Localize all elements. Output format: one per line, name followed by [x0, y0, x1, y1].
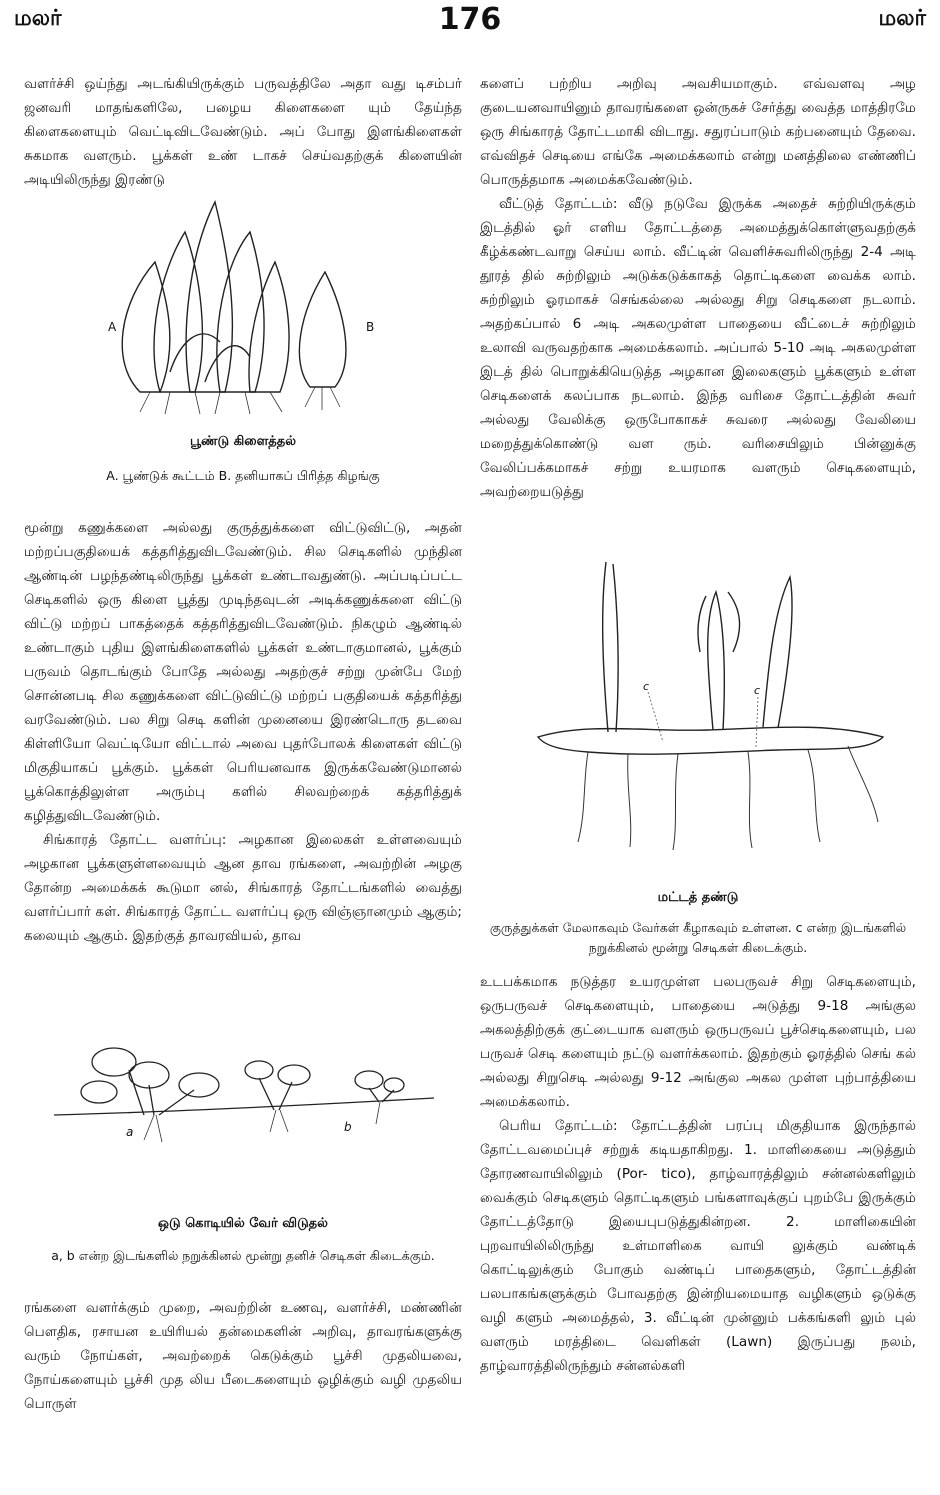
figure-caption-title: மட்டத் தண்டு [657, 890, 739, 905]
figure-caption-subtitle: A. பூண்டுக் கூட்டம் B. தனியாகப் பிரித்த கிழங்கு [106, 468, 380, 483]
paragraph: களைப் பற்றிய அறிவு அவசியமாகும். எவ்வளவு அழ குடையனவாயினும் தாவரங்களை ஒன்ருகச் சேர்த்து வைத்த மாத்திரமே ஒரு சிங்காரத் தோட்டமாகி விடாது. சதுரப்பாடும் கற்பனையும் தேவை. எவ்விதச் செடியை எங்கே அமைக்கலாம் என்று மனத்திலை எண்ணிப் பொருத்தமாக அமைக்கவேண்டும். [480, 76, 916, 188]
figure-label-b: B [366, 320, 375, 334]
figure-label-a: a [126, 1125, 134, 1139]
right-column-top [480, 72, 916, 504]
figure-caption-subtitle: a, b என்ற இடங்களில் நறுக்கினல் மூன்று தனிச் செடிகள் கிடைக்கும். [51, 1248, 435, 1263]
running-header-right: மலர் [878, 6, 926, 31]
runner-plant-figure [44, 1040, 444, 1150]
paragraph: சிங்காரத் தோட்ட வளர்ப்பு: அழகான இலைகள் உள்ளவையும் அழகான பூக்களுள்ளவையும் ஆன தாவ ரங்களை, அவற்றின் அழகு தோன்ற அமைக்கக் கூடுமா னல், சிங்காரத் தோட்டங்களில் வைத்து வளர்ப்பார் கள். சிங்காரத் தோட்ட வளர்ப்பு ஒரு விஞ்ஞானமும் ஆகும்; கலையும் ஆகும். இதற்குத் தாவரவியல், தாவ [24, 832, 462, 944]
paragraph: பெரிய தோட்டம்: தோட்டத்தின் பரப்பு மிகுதியாக இருந்தால் தோட்டவமைப்புச் சற்றுக் கடியதாகிறது. 1. மாளிகையை அடுத்தும் தோரணவாயிலிலும் (Por- tico), தாழ்வாரத்திலும் சன்னல்களிலும் வைக்கும் செடிகளும் தொட்டிகளும் பங்களாவுக்குப் புறம்பே இருக்கும் தோட்டத்தோடு இயைபுபடுத்துகின்றன. 2. மாளிகையின் புறவாயிலிலிருந்து உள்மாளிகை வாயி லுக்கும் வண்டிக் கொட்டிலுக்கும் போகும் வண்டிப் பாதைகளும், தோட்டத்தின் பலபாகங்களுக்கும் போவதற்கு இன்றியமையாத வழிகளும் ஒடுக்கு வழி களும் அமைத்தல், 3. வீட்டின் முன்னும் பக்கங்களி லும் புல் வளரும் மரத்திடை வெளிகள் (Lawn) இருப்பது நலம், தாழ்வாரத்திலிருந்தும் சன்னல்களி [480, 1118, 916, 1374]
figure-caption-title: பூண்டு கிளைத்தல் [189, 434, 297, 449]
paragraph: ரங்களை வளர்க்கும் முறை, அவற்றின் உணவு, வளர்ச்சி, மண்ணின் பௌதிக, ரசாயன உயிரியல் தன்மைகளின் அறிவு, தாவரங்களுக்கு வரும் நோய்கள், அவற்றைக் கெடுக்கும் பூச்சி முதலியவை, நோய்களையும் பூச்சி முத லிய பீடைகளையும் ஒழிக்கும் வழி முதலிய பொருள் [24, 1300, 462, 1412]
paragraph: மூன்று கணுக்களை அல்லது குருத்துக்களை விட்டுவிட்டு, அதன் மற்றப்பகுதியைக் கத்தரித்துவிடவேண்டும். சில செடிகளில் முந்தின ஆண்டின் பழந்தண்டிலிருந்து பூக்கள் உண்டாவதுண்டு. அப்படிப்பட்ட செடிகளில் ஒரு கிளை பூத்து முடிந்தவுடன் அடிக்கணுக்களை விட்டு விட்டு மற்றப் பாகத்தைக் கத்தரித்துவிடவேண்டும். நிகழும் ஆண்டில் உண்டாகும் புதிய இளங்கிளைகளில் பூக்கள் உண்டாகுமானல், பூக்கும் பருவம் தொடங்கும் போதே அல்லது அதற்குச் சற்று முன்பே மேற் சொன்னபடி சில கணுக்களை விட்டுவிட்டு மற்றப் பகுதியைக் கத்தரித்து வரவேண்டும். பல சிறு செடி களின் முனையை இரண்டொரு தடவை கிள்ளியோ வெட்டியோ விட்டால் அவை புதர்போலக் கிளைகள் விட்டு மிகுதியாகப் பூக்கும். பூக்கள் பெரியனவாக இருக்கவேண்டுமானல் பூக்கொத்திலுள்ள அரும்பு களில் சிலவற்றைக் கத்தரித்துக் கழித்துவிடவேண்டும். [24, 520, 462, 824]
rhizome-illustration [528, 552, 898, 857]
paragraph: வீட்டுத் தோட்டம்: வீடு நடுவே இருக்க அதைச் சுற்றியிருக்கும் இடத்தில் ஓர் எளிய தோட்டத்தை அமைத்துக்கொள்ளுவதற்குக் கீழ்க்கண்டவாறு செய்ய லாம். வீட்டின் வெளிச்சுவரிலிருந்து 2-4 அடி தூரத் தில் சுற்றிலும் அடுக்கடுக்காகத் தொட்டிகளை வைக்க லாம். சுற்றிலும் ஓரமாகச் செங்கல்லை அல்லது சிறு செடிகளை நடலாம். அதற்கப்பால் 6 அடி அகலமுள்ள பாதையை வீட்டைச் சுற்றிலும் உலாவி வருவதற்காக அமைக்கலாம். அப்பால் 5-10 அடி அகலமுள்ள இடத் தில் பொறுக்கியெடுத்த அழகான இலைகளும் பூக்களும் உள்ள செடிகளைக் கலப்பாக நடலாம். இந்த வரிசை தோட்டத்தின் சுவர் அல்லது வேலிக்கு ஒருபோகாகச் சுவரை அல்லது வேலியை மறைத்துக்கொண்டு வள ரும். வரிசையிலும் பின்னுக்கு வேலிப்பக்கமாகச் சற்று உயரமாக வளரும் செடிகளையும், அவற்றையடுத்து [480, 196, 916, 500]
figure-caption-title: ஒடு கொடியில் வேர் விடுதல் [158, 1216, 328, 1231]
left-column-middle [24, 516, 462, 948]
rhizome-figure [528, 552, 898, 857]
left-column-bottom [24, 1296, 462, 1416]
figure-label-b: b [344, 1120, 352, 1134]
figure-label-c: c [643, 680, 650, 693]
figure-caption-subtitle: குருத்துக்கள் மேலாகவும் வேர்கள் கீழாகவும் உள்ளன. c என்ற இடங்களில் நறுக்கினல் மூன்று செடிகள் கிடைக்கும். [489, 920, 907, 955]
figure-label-c: c [754, 684, 761, 697]
running-header-left: மலர் [14, 6, 62, 31]
left-column-top [24, 72, 462, 192]
right-column-bottom [480, 970, 916, 1378]
figure-label-a: A [108, 320, 117, 334]
bulb-cluster-illustration [100, 192, 400, 417]
runner-plant-illustration [44, 1040, 444, 1150]
paragraph: உடபக்கமாக நடுத்தர உயரமுள்ள பலபருவச் சிறு செடிகளையும், ஒருபருவச் செடிகளையும், பாதையை அடுத்து 9-18 அங்குல அகலத்திற்குக் குட்டையாக வளரும் ஒருபருவப் பூச்செடிகளையும், பல பருவச் செடி களையும் நட்டு வளர்க்கலாம். இதற்கும் ஓரத்தில் செங் கல் அல்லது சிறுசெடி அல்லது 9-12 அங்குல அகல முள்ள புற்பாத்தியை அமைக்கலாம். [480, 974, 916, 1110]
page-number: 176 [438, 2, 502, 37]
bulb-cluster-figure [100, 192, 400, 417]
paragraph: வளர்ச்சி ஒய்ந்து அடங்கியிருக்கும் பருவத்திலே அதா வது டிசம்பர் ஜனவரி மாதங்களிலே, பழைய கிளைகளை யும் தேய்ந்த கிளைகளையும் வெட்டிவிடவேண்டும். அப் போது இளங்கிளைகள் சுகமாக வளரும். பூக்கள் உண் டாகச் செய்வதற்குக் கிளையின் அடியிலிருந்து இரண்டு [24, 76, 462, 188]
